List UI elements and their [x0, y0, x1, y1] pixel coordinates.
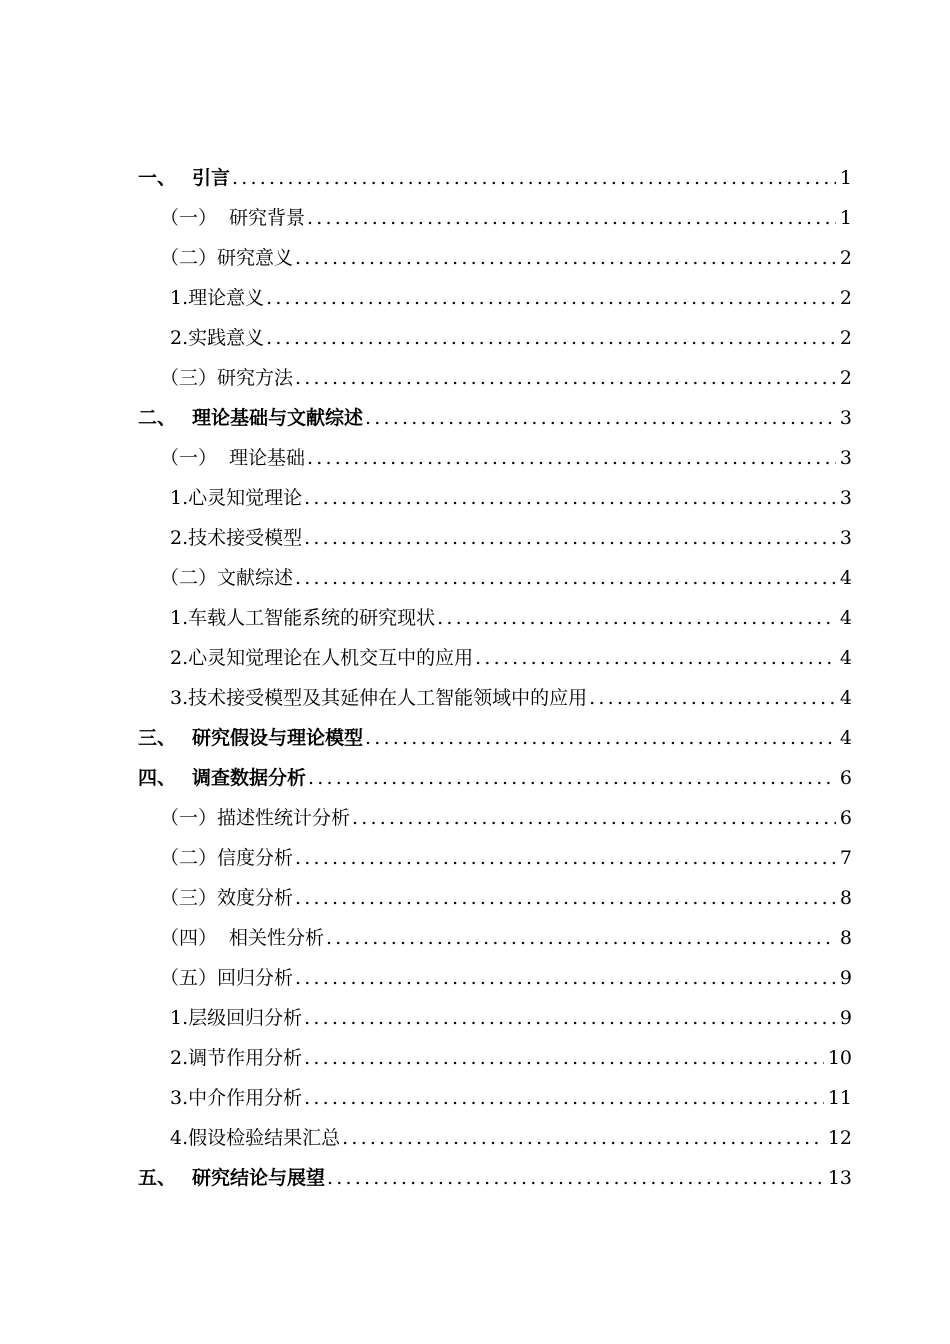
toc-page-number: 3 — [839, 527, 852, 549]
toc-dot-leader — [475, 638, 836, 678]
toc-entry[interactable] — [138, 598, 852, 638]
toc-page-number: 3 — [839, 407, 852, 429]
toc-page-number: 3 — [839, 487, 852, 509]
toc-entry[interactable] — [138, 958, 852, 998]
toc-page-number: 10 — [827, 1047, 852, 1069]
toc-dot-leader — [365, 398, 836, 438]
toc-page-number: 2 — [839, 327, 852, 349]
toc-page-number: 11 — [827, 1087, 852, 1109]
toc-page-number: 4 — [839, 567, 852, 589]
toc-page-number: 4 — [839, 687, 852, 709]
toc-entry-number: 四、 — [138, 767, 177, 789]
toc-page-number: 9 — [839, 1007, 852, 1029]
toc-entry-number: 二、 — [138, 407, 177, 429]
toc-entry[interactable] — [138, 558, 852, 598]
toc-dot-leader — [307, 198, 836, 238]
toc-entry-title: 3.技术接受模型及其延伸在人工智能领域中的应用 — [170, 687, 588, 709]
toc-entry-title: 1.心灵知觉理论 — [170, 487, 303, 509]
toc-entry[interactable] — [138, 478, 852, 518]
toc-entry-number: （一） — [160, 207, 218, 229]
toc-page-number: 12 — [827, 1127, 852, 1149]
toc-entry[interactable] — [138, 1078, 852, 1118]
toc-entry-number: （四） — [160, 927, 218, 949]
toc-entry[interactable] — [138, 158, 852, 198]
toc-entry[interactable] — [138, 998, 852, 1038]
toc-entry[interactable] — [138, 918, 852, 958]
toc-entry-title: 回归分析 — [217, 967, 294, 989]
toc-dot-leader — [326, 918, 836, 958]
toc-dot-leader — [304, 998, 836, 1038]
toc-dot-leader — [304, 518, 836, 558]
toc-entry[interactable] — [138, 838, 852, 878]
toc-dot-leader — [304, 1078, 824, 1118]
toc-entry-title: 效度分析 — [217, 887, 294, 909]
toc-entry-number: （一） — [160, 807, 218, 829]
toc-dot-leader — [266, 318, 836, 358]
toc-dot-leader — [437, 598, 836, 638]
toc-dot-leader — [365, 718, 836, 758]
toc-entry-title: 相关性分析 — [229, 927, 325, 949]
toc-entry-title: 研究意义 — [217, 247, 294, 269]
toc-entry-title: 1.车载人工智能系统的研究现状 — [170, 607, 436, 629]
toc-entry-number: （五） — [160, 967, 218, 989]
toc-entry-title: 3.中介作用分析 — [170, 1087, 303, 1109]
toc-page-number: 9 — [839, 967, 852, 989]
toc-entry[interactable] — [138, 798, 852, 838]
toc-dot-leader — [295, 558, 836, 598]
toc-page-number: 1 — [839, 207, 852, 229]
toc-entry-title: 2.技术接受模型 — [170, 527, 303, 549]
toc-entry-title: 研究背景 — [229, 207, 306, 229]
toc-page-number: 8 — [839, 887, 852, 909]
toc-entry-title: 描述性统计分析 — [217, 807, 351, 829]
toc-entry-number: （三） — [160, 367, 218, 389]
toc-entry-title: 文献综述 — [217, 567, 294, 589]
toc-page-number: 4 — [839, 647, 852, 669]
toc-entry-number: 三、 — [138, 727, 177, 749]
toc-entry[interactable] — [138, 398, 852, 438]
toc-dot-leader — [589, 678, 836, 718]
toc-entry-title: 信度分析 — [217, 847, 294, 869]
toc-dot-leader — [342, 1118, 824, 1158]
toc-dot-leader — [295, 838, 836, 878]
toc-entry[interactable] — [138, 718, 852, 758]
toc-dot-leader — [308, 758, 836, 798]
toc-entry[interactable] — [138, 278, 852, 318]
toc-dot-leader — [295, 878, 836, 918]
toc-entry-title: 1.理论意义 — [170, 287, 265, 309]
toc-dot-leader — [266, 278, 836, 318]
toc-entry[interactable] — [138, 198, 852, 238]
toc-dot-leader — [295, 238, 836, 278]
toc-entry[interactable] — [138, 438, 852, 478]
toc-entry[interactable] — [138, 1038, 852, 1078]
toc-entry[interactable] — [138, 678, 852, 718]
toc-entry-title: 2.实践意义 — [170, 327, 265, 349]
toc-entry[interactable] — [138, 1118, 852, 1158]
toc-entry[interactable] — [138, 318, 852, 358]
toc-entry-title: 2.心灵知觉理论在人机交互中的应用 — [170, 647, 474, 669]
toc-page-number: 2 — [839, 287, 852, 309]
toc-page-number: 4 — [839, 607, 852, 629]
toc-page-number: 13 — [827, 1167, 852, 1189]
toc-entry-title: 理论基础 — [229, 447, 306, 469]
toc-page-number: 6 — [839, 807, 852, 829]
toc-entry-title: 研究方法 — [217, 367, 294, 389]
toc-entry-title: 研究结论与展望 — [192, 1167, 326, 1189]
toc-dot-leader — [232, 158, 836, 198]
toc-entry-number: 五、 — [138, 1167, 177, 1189]
toc-entry[interactable] — [138, 358, 852, 398]
toc-entry-number: （三） — [160, 887, 218, 909]
toc-entry-title: 引言 — [192, 167, 231, 189]
toc-page-number: 6 — [839, 767, 852, 789]
toc-entry-number: （二） — [160, 567, 218, 589]
toc-entry-title: 1.层级回归分析 — [170, 1007, 303, 1029]
toc-entry[interactable] — [138, 638, 852, 678]
toc-entry-number: 一、 — [138, 167, 177, 189]
toc-entry-number: （一） — [160, 447, 218, 469]
toc-page-number: 8 — [839, 927, 852, 949]
toc-page-number: 4 — [839, 727, 852, 749]
toc-page-number: 7 — [839, 847, 852, 869]
toc-dot-leader — [327, 1158, 824, 1198]
toc-dot-leader — [304, 478, 836, 518]
toc-dot-leader — [304, 1038, 824, 1078]
toc-entry[interactable] — [138, 1158, 852, 1198]
toc-dot-leader — [295, 958, 836, 998]
toc-entry[interactable] — [138, 518, 852, 558]
toc-page-number: 2 — [839, 367, 852, 389]
toc-entry-title: 理论基础与文献综述 — [192, 407, 364, 429]
toc-dot-leader — [307, 438, 836, 478]
toc-page-number: 2 — [839, 247, 852, 269]
toc-entry[interactable] — [138, 238, 852, 278]
toc-dot-leader — [295, 358, 836, 398]
toc-entry-number: （二） — [160, 247, 218, 269]
toc-entry-title: 研究假设与理论模型 — [192, 727, 364, 749]
toc-page-number: 3 — [839, 447, 852, 469]
toc-page-number: 1 — [839, 167, 852, 189]
toc-entry-title: 2.调节作用分析 — [170, 1047, 303, 1069]
table-of-contents — [138, 158, 852, 1198]
toc-entry-title: 调查数据分析 — [192, 767, 307, 789]
toc-entry[interactable] — [138, 758, 852, 798]
toc-entry-title: 4.假设检验结果汇总 — [170, 1127, 341, 1149]
toc-dot-leader — [352, 798, 836, 838]
toc-entry[interactable] — [138, 878, 852, 918]
toc-entry-number: （二） — [160, 847, 218, 869]
